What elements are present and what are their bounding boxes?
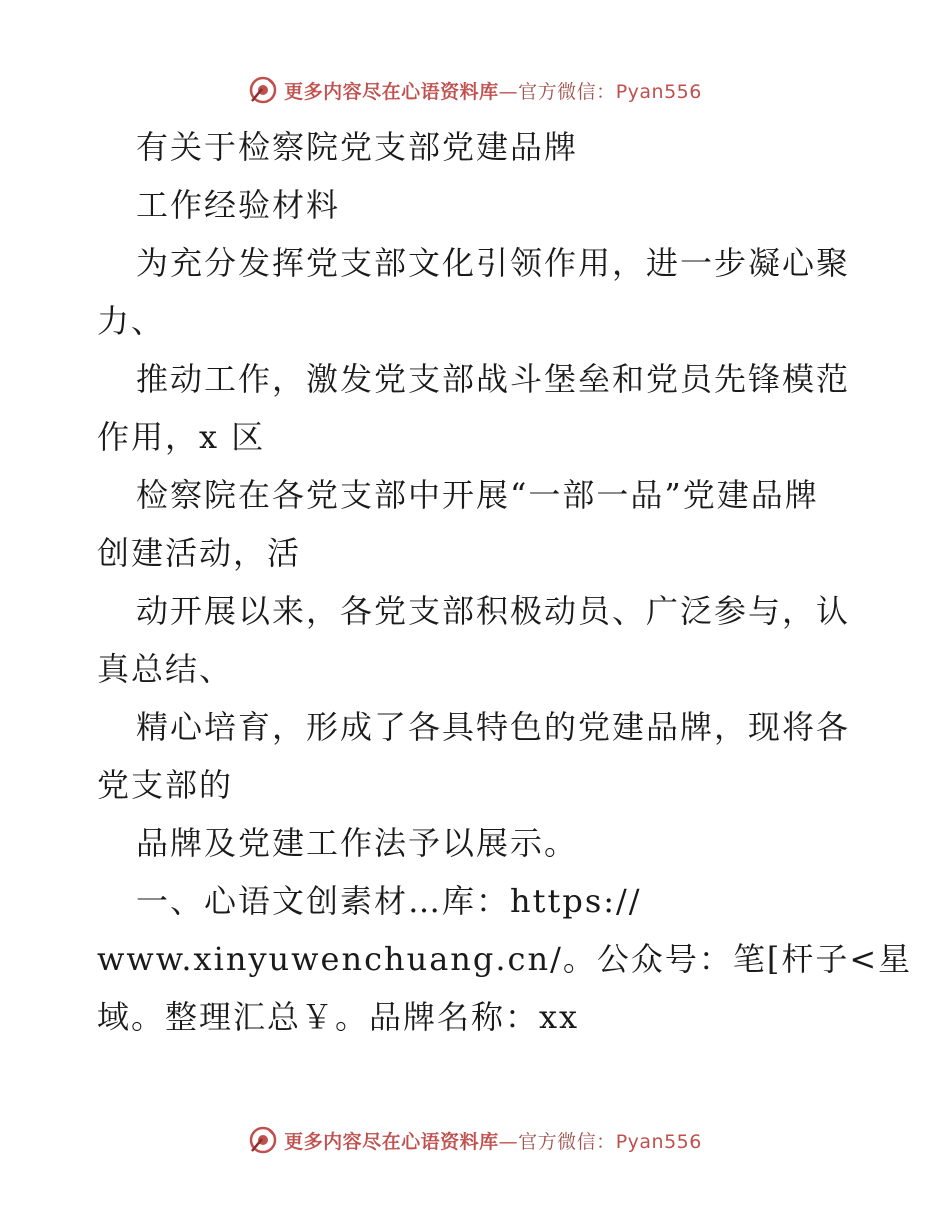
document-body — [97, 118, 913, 1046]
paragraph-line: 品牌及党建工作法予以展示。 — [136, 824, 579, 862]
paragraph-line: 动开展以来，各党支部积极动员、广泛参与，认 — [136, 592, 851, 630]
pen-circle-logo-icon — [248, 75, 278, 105]
paragraph-line: 作用，x 区 — [97, 418, 266, 456]
banner-wechat-label: 官方微信： — [518, 80, 616, 103]
paragraph-line: www.xinyuwenchuang.cn/。公众号：笔[杆子<星 — [97, 940, 913, 978]
banner-dash: — — [498, 1130, 519, 1153]
paragraph-line: 检察院在各党支部中开展“一部一品”党建品牌 — [136, 476, 819, 514]
paragraph-line: 域。整理汇总￥。品牌名称：xx — [97, 998, 580, 1036]
banner-wechat-label: 官方微信： — [518, 1130, 616, 1153]
pen-circle-logo-icon — [248, 1125, 278, 1155]
paragraph-line: 创建活动，活 — [97, 534, 302, 572]
doc-title-line-1: 有关于检察院党支部党建品牌 — [136, 128, 579, 166]
paragraph-line: 真总结、 — [97, 650, 234, 688]
doc-title-line-2: 工作经验材料 — [136, 186, 341, 224]
banner-dash: — — [498, 80, 519, 103]
paragraph-line: 力、 — [97, 302, 166, 340]
banner-wechat-id: Pyan556 — [615, 1130, 702, 1153]
banner-wechat-id: Pyan556 — [615, 80, 702, 103]
banner-site-text: 更多内容尽在心语资料库 — [284, 80, 499, 103]
footer-watermark-banner — [0, 1120, 950, 1160]
paragraph-line: 精心培育，形成了各具特色的党建品牌，现将各 — [136, 708, 851, 746]
banner-site-text: 更多内容尽在心语资料库 — [284, 1130, 499, 1153]
header-watermark-banner — [0, 70, 950, 110]
paragraph-line: 党支部的 — [97, 766, 234, 804]
paragraph-line: 推动工作，激发党支部战斗堡垒和党员先锋模范 — [136, 360, 851, 398]
paragraph-line: 为充分发挥党支部文化引领作用，进一步凝心聚 — [136, 244, 851, 282]
section-heading-line: 一、心语文创素材…库：https:// — [136, 882, 642, 920]
